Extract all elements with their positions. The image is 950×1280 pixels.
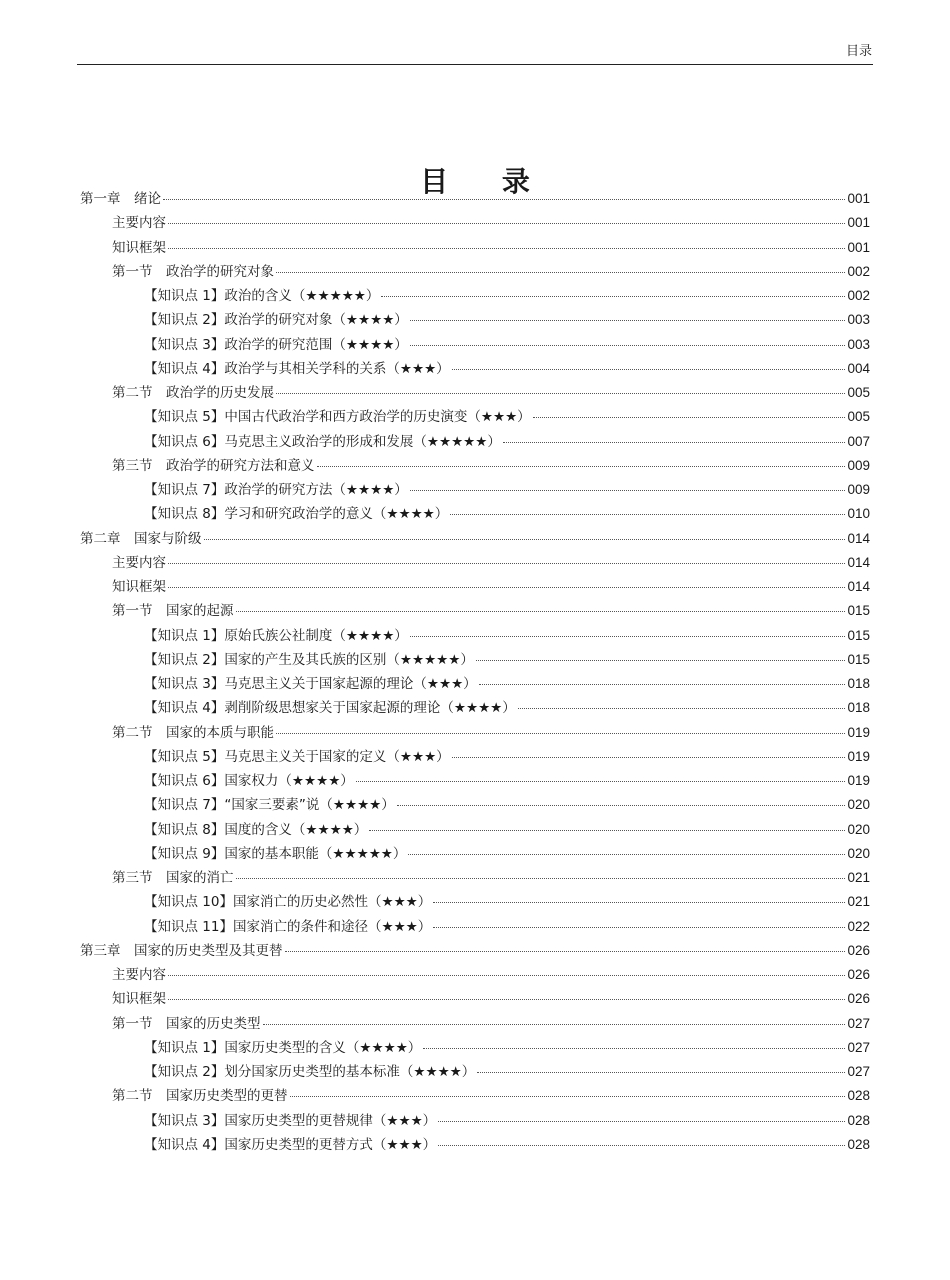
dot-leader: [410, 490, 846, 491]
toc-page-number: 021: [847, 894, 870, 910]
toc-knowledge-point-entry[interactable]: [80, 308, 870, 332]
dot-leader: [433, 927, 845, 928]
dot-leader: [423, 1048, 845, 1049]
table-of-contents: [80, 187, 870, 1157]
toc-knowledge-point-entry[interactable]: [80, 284, 870, 308]
toc-entry-title: 【知识点 4】剥削阶级思想家关于国家起源的理论（★★★★）: [144, 700, 516, 717]
toc-section-entry[interactable]: [80, 236, 870, 260]
toc-entry-title: 【知识点 10】国家消亡的历史必然性（★★★）: [144, 894, 432, 911]
toc-section-entry[interactable]: [80, 866, 870, 890]
toc-entry-title: 主要内容: [112, 554, 166, 571]
toc-page-number: 014: [847, 530, 870, 546]
toc-entry-title: 【知识点 2】政治学的研究对象（★★★★）: [144, 312, 408, 329]
dot-leader: [476, 660, 846, 661]
header-rule: [77, 64, 873, 65]
dot-leader: [236, 611, 846, 612]
dot-leader: [276, 272, 845, 273]
toc-page-number: 002: [847, 263, 870, 279]
toc-page-number: 014: [847, 579, 870, 594]
toc-page-number: 020: [847, 797, 870, 813]
toc-entry-title: 第一节 政治学的研究对象: [112, 263, 274, 280]
dot-leader: [168, 563, 845, 564]
dot-leader: [290, 1096, 846, 1097]
toc-knowledge-point-entry[interactable]: [80, 405, 870, 429]
dot-leader: [397, 805, 846, 806]
toc-knowledge-point-entry[interactable]: [80, 478, 870, 502]
dot-leader: [438, 1145, 845, 1146]
toc-entry-title: 知识框架: [112, 991, 166, 1008]
dot-leader: [533, 417, 846, 418]
toc-page-number: 027: [847, 1015, 870, 1031]
toc-page-number: 002: [847, 288, 870, 303]
toc-entry-title: 【知识点 7】政治学的研究方法（★★★★）: [144, 482, 408, 498]
toc-knowledge-point-entry[interactable]: [80, 648, 870, 672]
toc-entry-title: 【知识点 3】马克思主义关于国家起源的理论（★★★）: [144, 676, 477, 692]
dot-leader: [438, 1121, 845, 1122]
running-header-title: 目录: [845, 44, 872, 59]
dot-leader: [276, 733, 845, 734]
toc-entry-title: 【知识点 9】国家的基本职能（★★★★★）: [144, 845, 407, 862]
dot-leader: [381, 296, 845, 297]
toc-knowledge-point-entry[interactable]: [80, 357, 870, 381]
toc-entry-title: 【知识点 2】国家的产生及其氏族的区别（★★★★★）: [144, 651, 474, 668]
toc-entry-title: 【知识点 5】中国古代政治学和西方政治学的历史演变（★★★）: [144, 409, 531, 426]
toc-section-entry[interactable]: [80, 211, 870, 235]
toc-entry-title: 第三章 国家的历史类型及其更替: [80, 942, 283, 959]
toc-entry-title: 【知识点 4】政治学与其相关学科的关系（★★★）: [144, 360, 450, 377]
toc-page-number: 015: [847, 651, 870, 667]
dot-leader: [369, 830, 845, 831]
toc-page-number: 022: [847, 918, 870, 934]
toc-page-number: 009: [847, 457, 870, 473]
toc-chapter-entry[interactable]: [80, 939, 870, 963]
toc-entry-title: 第一节 国家的起源: [112, 603, 234, 620]
dot-leader: [408, 854, 845, 855]
toc-knowledge-point-entry[interactable]: [80, 769, 870, 793]
toc-page-number: 026: [847, 967, 870, 982]
toc-section-entry[interactable]: [80, 551, 870, 575]
dot-leader: [168, 587, 845, 588]
toc-entry-title: 【知识点 1】原始氏族公社制度（★★★★）: [144, 627, 408, 644]
toc-entry-title: 第一节 国家的历史类型: [112, 1015, 261, 1032]
toc-knowledge-point-entry[interactable]: [80, 430, 870, 454]
toc-section-entry[interactable]: [80, 381, 870, 405]
toc-page-number: 026: [847, 942, 870, 958]
toc-entry-title: 【知识点 3】政治学的研究范围（★★★★）: [144, 336, 408, 353]
toc-page-number: 001: [847, 215, 870, 231]
toc-section-entry[interactable]: [80, 599, 870, 623]
dot-leader: [163, 199, 845, 200]
dot-leader: [503, 442, 846, 443]
toc-page-number: 001: [847, 191, 870, 206]
toc-page-number: 004: [847, 360, 870, 376]
toc-section-entry[interactable]: [80, 987, 870, 1011]
dot-leader: [317, 466, 846, 467]
toc-page-number: 020: [847, 821, 870, 837]
toc-knowledge-point-entry[interactable]: [80, 696, 870, 720]
toc-knowledge-point-entry[interactable]: [80, 915, 870, 939]
dot-leader: [452, 369, 846, 370]
toc-entry-title: 第二章 国家与阶级: [80, 530, 202, 547]
toc-knowledge-point-entry[interactable]: [80, 793, 870, 817]
toc-page-number: 019: [847, 724, 870, 740]
toc-section-entry[interactable]: [80, 1084, 870, 1108]
toc-section-entry[interactable]: [80, 963, 870, 987]
toc-page-number: 028: [847, 1136, 870, 1152]
toc-knowledge-point-entry[interactable]: [80, 624, 870, 648]
toc-page-number: 003: [847, 336, 870, 352]
toc-page-number: 021: [847, 870, 870, 885]
toc-entry-title: 【知识点 3】国家历史类型的更替规律（★★★）: [144, 1112, 437, 1129]
toc-entry-title: 主要内容: [112, 215, 166, 232]
toc-entry-title: 【知识点 2】划分国家历史类型的基本标准（★★★★）: [144, 1064, 476, 1080]
dot-leader: [450, 514, 845, 515]
toc-page-number: 001: [847, 239, 870, 255]
dot-leader: [356, 781, 846, 782]
toc-page-number: 019: [847, 773, 870, 788]
toc-entry-title: 【知识点 1】国家历史类型的含义（★★★★）: [144, 1039, 422, 1056]
toc-entry-title: 第二节 国家历史类型的更替: [112, 1088, 288, 1105]
toc-section-entry[interactable]: [80, 575, 870, 599]
dot-leader: [479, 684, 846, 685]
dot-leader: [410, 345, 846, 346]
dot-leader: [236, 878, 846, 879]
toc-chapter-entry[interactable]: [80, 527, 870, 551]
toc-section-entry[interactable]: [80, 454, 870, 478]
dot-leader: [276, 393, 845, 394]
toc-knowledge-point-entry[interactable]: [80, 1060, 870, 1084]
toc-entry-title: 第一章 绪论: [80, 191, 161, 207]
toc-entry-title: 【知识点 11】国家消亡的条件和途径（★★★）: [144, 918, 432, 935]
dot-leader: [263, 1024, 846, 1025]
toc-entry-title: 【知识点 8】学习和研究政治学的意义（★★★★）: [144, 506, 449, 523]
toc-entry-title: 【知识点 7】“国家三要素”说（★★★★）: [144, 797, 395, 814]
toc-knowledge-point-entry[interactable]: [80, 890, 870, 914]
toc-page-number: 009: [847, 482, 870, 497]
toc-entry-title: 第二节 政治学的历史发展: [112, 385, 274, 401]
dot-leader: [477, 1072, 845, 1073]
toc-knowledge-point-entry[interactable]: [80, 502, 870, 526]
toc-knowledge-point-entry[interactable]: [80, 745, 870, 769]
dot-leader: [518, 708, 846, 709]
dot-leader: [452, 757, 846, 758]
toc-knowledge-point-entry[interactable]: [80, 672, 870, 696]
toc-entry-title: 【知识点 1】政治的含义（★★★★★）: [144, 288, 380, 304]
toc-entry-title: 【知识点 4】国家历史类型的更替方式（★★★）: [144, 1136, 437, 1153]
toc-page-number: 003: [847, 312, 870, 328]
toc-entry-title: 知识框架: [112, 239, 166, 256]
toc-knowledge-point-entry[interactable]: [80, 818, 870, 842]
page-title: 目 录: [420, 164, 552, 198]
toc-page-number: 019: [847, 748, 870, 764]
dot-leader: [204, 539, 846, 540]
toc-entry-title: 第三节 政治学的研究方法和意义: [112, 457, 315, 474]
toc-entry-title: 第三节 国家的消亡: [112, 870, 234, 886]
dot-leader: [168, 999, 845, 1000]
dot-leader: [410, 636, 846, 637]
toc-knowledge-point-entry[interactable]: [80, 1036, 870, 1060]
toc-knowledge-point-entry[interactable]: [80, 1133, 870, 1157]
dot-leader: [168, 248, 845, 249]
toc-page-number: 018: [847, 676, 870, 691]
toc-section-entry[interactable]: [80, 721, 870, 745]
toc-page-number: 020: [847, 845, 870, 861]
dot-leader: [285, 951, 846, 952]
toc-entry-title: 【知识点 8】国度的含义（★★★★）: [144, 821, 368, 838]
toc-knowledge-point-entry[interactable]: [80, 842, 870, 866]
toc-page-number: 005: [847, 385, 870, 400]
toc-page-number: 015: [847, 627, 870, 643]
toc-page-number: 005: [847, 409, 870, 425]
toc-page-number: 014: [847, 554, 870, 570]
toc-entry-title: 【知识点 5】马克思主义关于国家的定义（★★★）: [144, 748, 450, 765]
toc-entry-title: 第二节 国家的本质与职能: [112, 724, 274, 741]
toc-entry-title: 【知识点 6】国家权力（★★★★）: [144, 773, 354, 789]
toc-page-number: 007: [847, 433, 870, 449]
toc-page-number: 028: [847, 1088, 870, 1104]
toc-knowledge-point-entry[interactable]: [80, 1109, 870, 1133]
toc-section-entry[interactable]: [80, 260, 870, 284]
dot-leader: [168, 975, 845, 976]
dot-leader: [168, 223, 845, 224]
toc-entry-title: 【知识点 6】马克思主义政治学的形成和发展（★★★★★）: [144, 433, 501, 450]
toc-page-number: 018: [847, 700, 870, 716]
toc-entry-title: 知识框架: [112, 579, 166, 595]
toc-page-number: 026: [847, 991, 870, 1007]
toc-page-number: 015: [847, 603, 870, 619]
toc-page-number: 028: [847, 1112, 870, 1128]
toc-chapter-entry[interactable]: [80, 187, 870, 211]
toc-section-entry[interactable]: [80, 1012, 870, 1036]
toc-page-number: 010: [847, 506, 870, 522]
dot-leader: [410, 320, 846, 321]
dot-leader: [433, 902, 845, 903]
toc-page-number: 027: [847, 1064, 870, 1079]
toc-entry-title: 主要内容: [112, 967, 166, 983]
toc-page-number: 027: [847, 1039, 870, 1055]
toc-knowledge-point-entry[interactable]: [80, 333, 870, 357]
